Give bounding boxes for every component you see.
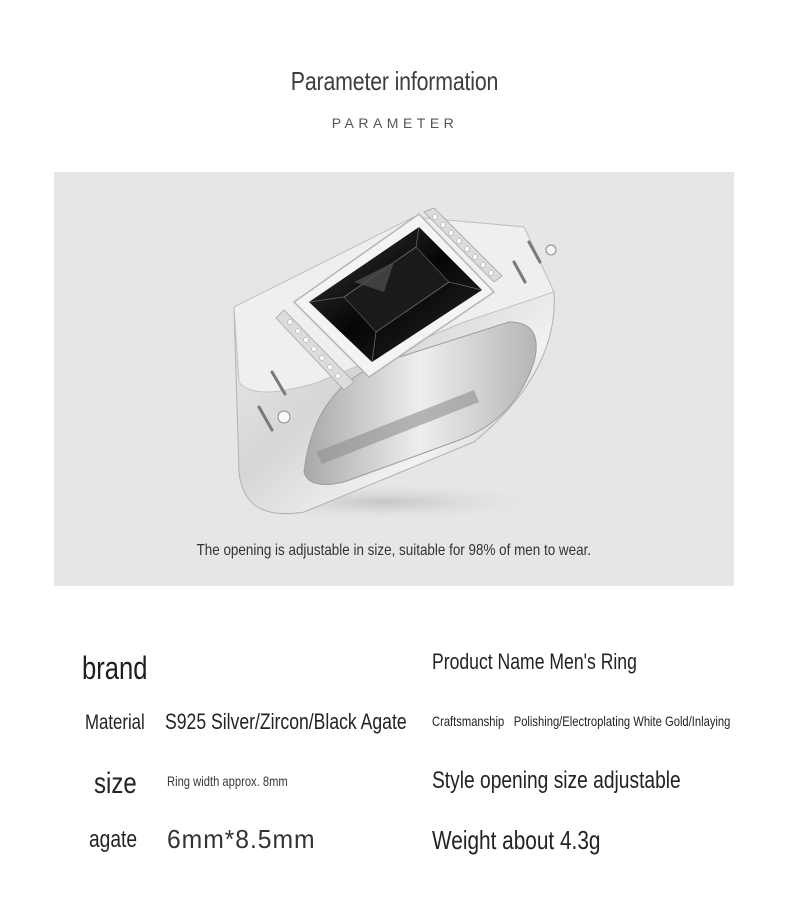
page-title-text: Parameter information [291,66,499,96]
spec-label-product-name: Product Name [432,649,545,674]
spec-value-weight: about 4.3g [502,825,601,855]
spec-value-material-text: S925 Silver/Zircon/Black Agate [165,709,407,734]
spec-craftsmanship [432,713,790,729]
spec-product-name [432,649,688,675]
spec-label-brand [82,650,164,687]
spec-value-agate-text: 6mm*8.5mm [167,824,316,854]
spec-value-style: opening size adjustable [480,767,681,794]
page-title [0,66,790,97]
spec-label-craftsmanship: Craftsmanship [432,713,505,729]
spec-label-agate-text: agate [89,826,138,853]
spec-value-material [165,709,467,735]
spec-label-size [94,767,147,801]
spec-value-agate [167,824,323,855]
spec-style [432,767,743,795]
spec-weight [432,825,643,856]
ring-image [54,172,734,586]
spec-label-weight: Weight [432,825,497,855]
adjustable-caption [54,542,734,560]
spec-value-craftsmanship: Polishing/Electroplating White Gold/Inlaying [513,713,731,729]
spec-label-material [85,711,160,735]
spec-value-size [167,773,318,789]
product-image-panel [54,172,734,586]
adjustable-caption-text: The opening is adjustable in size, suitable for 98% of men to wear. [196,542,592,559]
spec-label-brand-text: brand [82,650,148,686]
spec-label-size-text: size [94,767,137,800]
spec-label-agate [89,826,149,854]
spec-label-material-text: Material [85,711,145,734]
spec-value-size-text: Ring width approx. 8mm [167,773,288,789]
spec-value-product-name: Men's Ring [549,649,637,674]
page-subtitle: PARAMETER [331,115,459,131]
spec-label-style: Style [432,767,475,794]
